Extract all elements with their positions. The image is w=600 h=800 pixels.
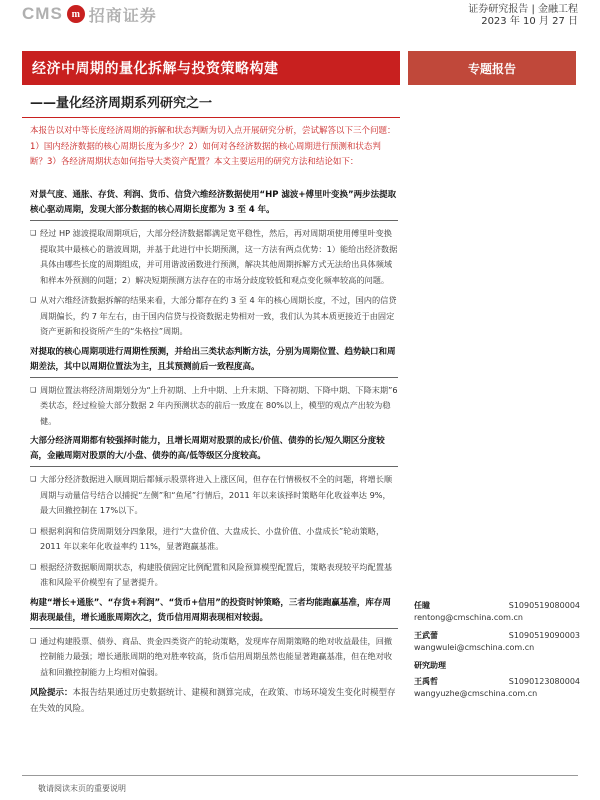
main-content	[30, 188, 398, 717]
logo-cn-text: 招商证券	[88, 5, 157, 25]
bullet-item	[30, 634, 398, 681]
footer-note: 敬请阅读末页的重要说明	[38, 784, 126, 793]
report-tag-bar	[408, 51, 576, 85]
bullet-text: 通过构建股票、债券、商品、贵金四类资产的轮动策略，发现库存周期策略的绝对收益最佳，回撤控制能力最强；增长通胀周期的绝对胜率较高，货币信用周期虽然也能显著跑赢基准，但在绝对收益和回撤控制能力上均相对偏弱。	[40, 635, 393, 677]
bullet-text: 大部分经济数据进入顺周期后都倾示股票将进入上涨区间，但存在行情极权不全的问题，将增长顺周期与动量信号结合以捕捉“左侧”和“鱼尾”行情后，2011 年以来该择时策略年化收益率达 9%，最大回撤控制在 17%以下。	[40, 474, 393, 515]
section-2	[30, 345, 398, 430]
bullet-square-icon: ❑	[30, 296, 37, 304]
bullet-item	[30, 524, 398, 555]
analyst-email[interactable]: wangwulei@cmschina.com.cn	[414, 643, 535, 652]
section-highlight: 大部分经济周期都有较强择时能力，且增长周期对股票的成长/价值、债券的长/短久期区分度较高，金融周期对股票的大/小盘、债券的高/低等级区分度较高。	[30, 434, 398, 467]
bullet-square-icon: ❑	[30, 385, 37, 394]
analyst-cert: S1090519080004	[508, 601, 580, 610]
analyst-name: 任瞳	[414, 601, 430, 610]
bullet-item	[30, 383, 398, 430]
section-3	[30, 434, 398, 591]
divider	[22, 117, 400, 118]
analyst-row	[414, 600, 580, 612]
logo-mark-icon: m	[67, 5, 85, 23]
section-highlight: 构建“增长+通胀”、“存货+利润”、“货币+信用”的投资时钟策略，三者均能跑赢基准，库存周期表现最佳，增长通胀周期次之，货币信用周期表现相对较弱。	[30, 596, 398, 629]
bullet-square-icon: ❑	[30, 562, 37, 571]
analyst-name: 王武蕾	[414, 631, 438, 640]
section-4	[30, 596, 398, 681]
bullet-text: 周期位置法将经济周期划分为“上升初期、上升中期、上升末期、下降初期、下降中期、下降末期”6 类状态，经过检验大部分数据 2 年内预测状态的前后一致度在 80%以上，模型的观点产出较为稳健。	[40, 384, 398, 426]
bullet-text: 从对六维经济数据拆解的结果来看，大部分都存在约 3 至 4 年的核心周期长度，不过，国内的信贷周期偏长，约 7 年左右，由于国内信贷与投资数据走势相对一致，我们认为其本质更接近于由固定资产更新和投资所产生的“朱格拉”周期。	[40, 295, 397, 336]
assistant-title: 研究助理	[414, 661, 446, 670]
bullet-item	[30, 226, 398, 288]
analyst-email[interactable]: rentong@cmschina.com.cn	[414, 613, 523, 622]
analyst-row	[414, 630, 580, 642]
title-bar	[22, 51, 400, 85]
logo-cms-text: CMS	[22, 4, 63, 23]
footer-divider	[22, 775, 578, 776]
bullet-square-icon: ❑	[30, 229, 37, 237]
bullet-item	[30, 293, 398, 340]
analyst-cert: S1090519090003	[508, 631, 580, 640]
bullet-square-icon: ❑	[30, 526, 37, 535]
report-subtitle: ——量化经济周期系列研究之一	[30, 96, 213, 111]
section-1	[30, 188, 398, 340]
report-title: 经济中周期的量化拆解与投资策略构建	[32, 61, 279, 77]
risk-text: 本报告结果通过历史数据统计、建模和测算完成，在政策、市场环境发生变化时模型存在失效的风险。	[30, 688, 396, 714]
bullet-text: 根据经济数据顺周期状态，构建股债固定比例配置和风险预算模型配置后，策略表现较平均配置基准和风险平价模型有了显著提升。	[40, 561, 393, 587]
bullet-square-icon: ❑	[30, 636, 37, 645]
bullet-text: 根据利润和信贷周期划分四象限，进行“大盘价值、大盘成长、小盘价值、小盘成长”轮动策略，2011 年以来年化收益率约 11%，显著跑赢基准。	[40, 525, 385, 551]
risk-label: 风险提示：	[30, 688, 73, 698]
assistant-row	[414, 676, 580, 688]
report-tag: 专题报告	[467, 61, 516, 76]
bullet-square-icon: ❑	[30, 475, 37, 483]
assistant-email[interactable]: wangyuzhe@cmschina.com.cn	[414, 689, 538, 698]
assistant-cert: S1090123080004	[508, 677, 580, 686]
section-highlight: 对景气度、通胀、存货、利润、货币、信贷六维经济数据使用“HP 滤波+傅里叶变换”两步法提取核心驱动周期，发现大部分数据的核心周期长度都为 3 至 4 年。	[30, 188, 398, 221]
cms-logo	[22, 4, 157, 24]
assistant-name: 王禹哲	[414, 677, 438, 686]
bullet-item	[30, 560, 398, 591]
report-type: 证券研究报告 | 金融工程	[468, 4, 578, 15]
risk-warning	[30, 686, 398, 717]
bullet-item	[30, 472, 398, 519]
section-highlight: 对提取的核心周期项进行周期性预测，并给出三类状态判断方法，分别为周期位置、趋势缺口和周期差法，其中以周期位置法为主，且其预测前后一致程度高。	[30, 345, 398, 378]
bullet-text: 经过 HP 滤波提取周期项后，大部分经济数据都满足宽平稳性，然后，再对周期项使用傅里叶变换提取其中最核心的谐波周期，并基于此进行中长期预测，这一方法有两点优势：1）能给出经济数据具体由哪些长度的周期组成，并可用谐波函数进行预测，解决其他周期拆解方式无法给出具体频域和样本外预测的问题；2）解决短期预测方法存在的市场分歧度较低和观点变化频率较高的问题。	[40, 228, 398, 285]
report-date: 2023 年 10 月 27 日	[481, 16, 578, 27]
intro-paragraph: 本报告以对中等长度经济周期的拆解和状态判断为切入点开展研究分析，尝试解答以下三个问题：1）国内经济数据的核心周期长度为多少？2）如何对各经济数据的核心周期进行预测和状态判断？3）各经济周期状态如何指导大类资产配置？本文主要运用的研究方法和结论如下：	[30, 126, 396, 167]
analyst-panel	[414, 600, 580, 706]
